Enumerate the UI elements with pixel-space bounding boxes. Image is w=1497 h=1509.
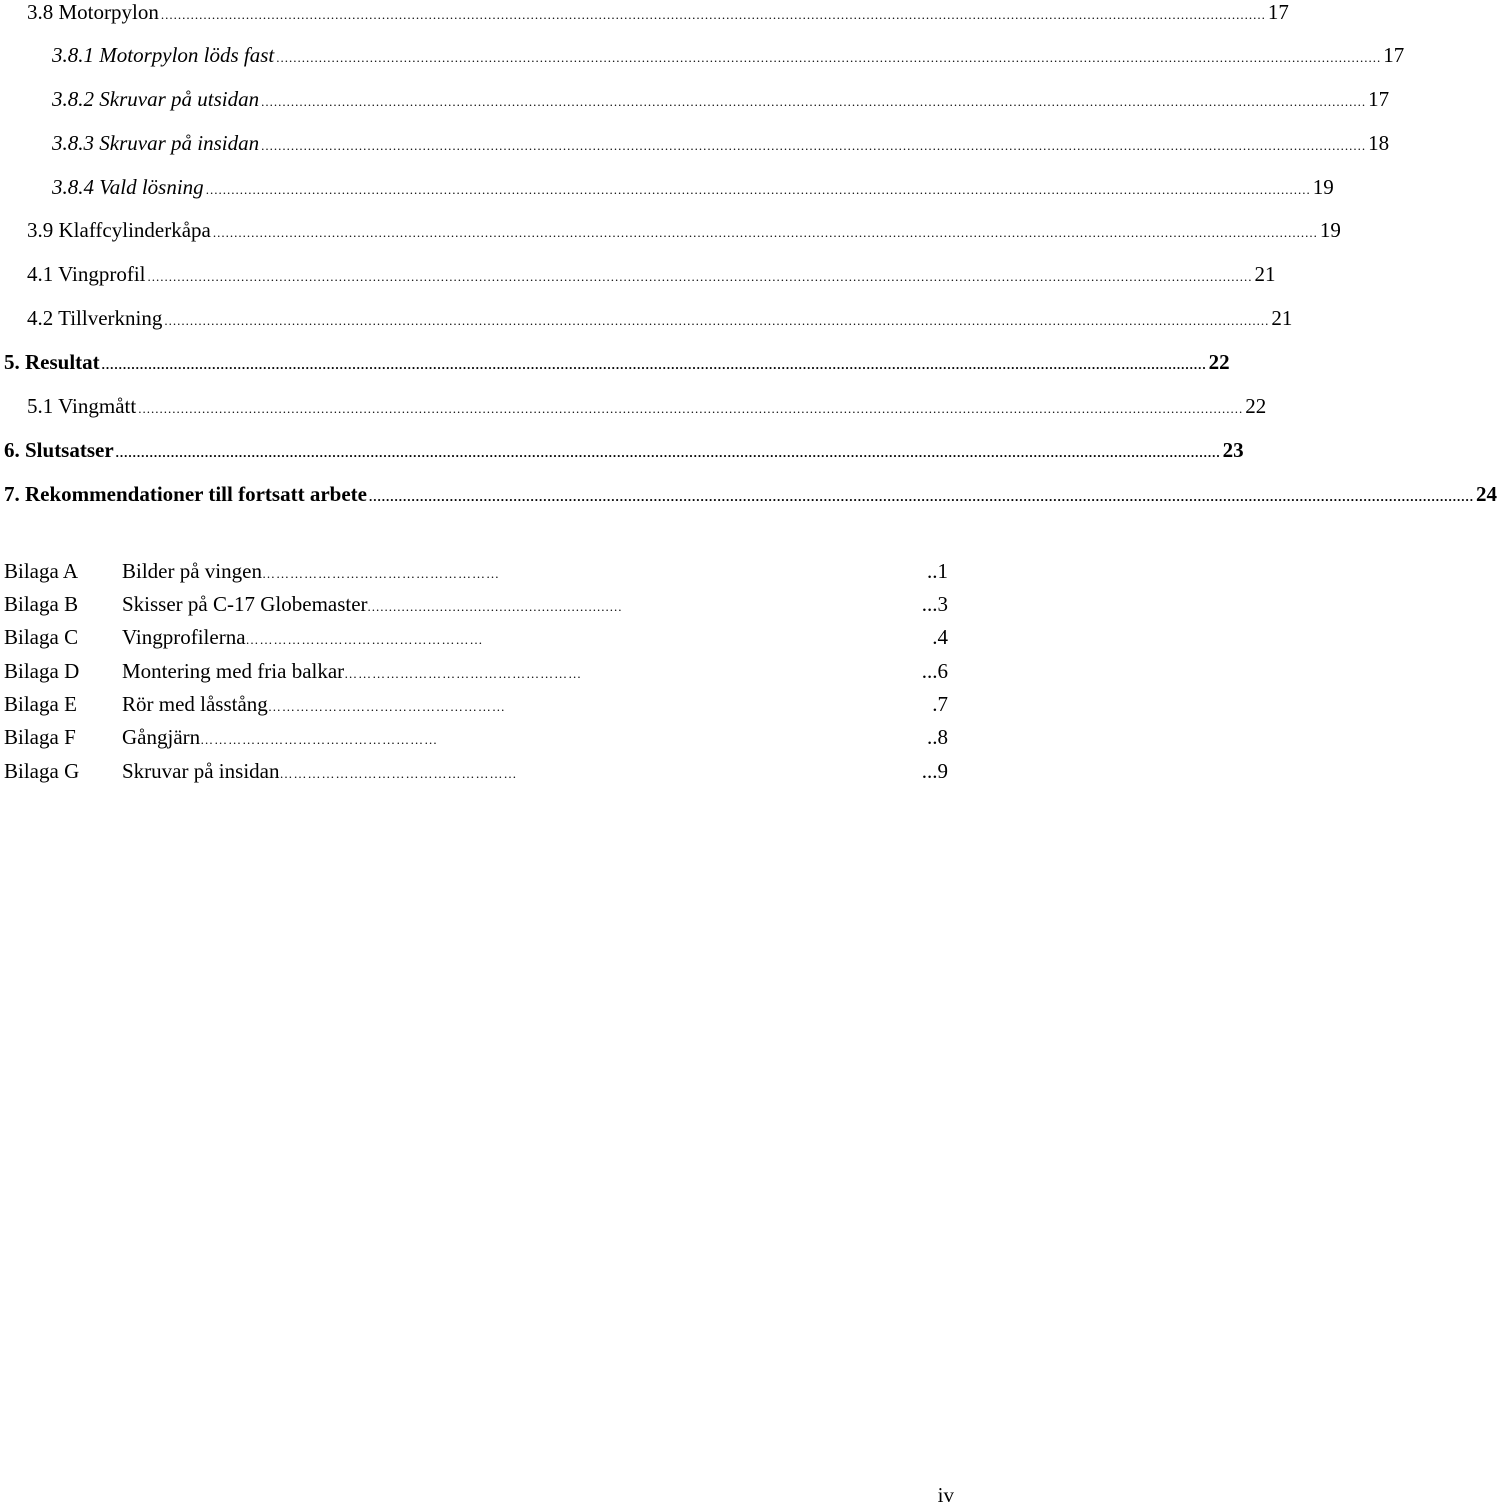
toc-entry-title: 4.2 Tillverkning [27,303,164,333]
toc-entry-title: 3.8.2 Skruvar på utsidan [52,84,261,114]
appendix-title: Skruvar på insidan [122,759,280,783]
appendix-leader: …………………………………………… [200,732,439,747]
toc-entry[interactable] [27,0,1289,27]
appendix-page: ...9 [921,759,948,783]
toc-entry-title: 3.9 Klaffcylinderkåpa [27,215,213,245]
appendix-label: Bilaga E [4,692,77,716]
toc-leader-dots: .................................................................................................................................................................................................................................................................... [101,357,1207,372]
toc-entry-page: 19 [1311,172,1334,202]
appendix-page: .7 [932,692,948,716]
appendix-page: ..8 [927,725,948,749]
appendix-row[interactable] [4,656,948,686]
toc-entry-title: 6. Slutsatser [4,435,116,465]
toc-entry-title: 3.8 Motorpylon [27,0,161,27]
toc-entry-title: 3.8.4 Vald lösning [52,172,206,202]
toc-entry-title: 5. Resultat [4,347,102,377]
toc-entry-page: 17 [1266,0,1289,27]
toc-entry[interactable] [52,172,1334,202]
toc-entry-title: 4.1 Vingprofil [27,259,148,289]
appendix-row[interactable] [4,589,948,619]
toc-entry-page: 18 [1366,128,1389,158]
toc-entry[interactable] [4,347,1230,377]
toc-entry[interactable] [27,303,1293,333]
toc-leader-dots: .................................................................................................................................................................................................................................................................... [160,7,1266,22]
toc-entry-page: 19 [1318,215,1341,245]
appendix-label: Bilaga C [4,625,79,649]
toc-leader-dots: .................................................................................................................................................................................................................................................................... [115,445,1221,460]
appendix-leader: …………………………………………… [245,632,484,647]
toc-entry-title: 7. Rekommendationer till fortsatt arbete [4,479,369,509]
appendix-page: ...6 [921,659,948,683]
toc-entry-title: 3.8.1 Motorpylon löds fast [52,40,276,70]
toc-entry[interactable] [27,215,1341,245]
appendix-title: Rör med låsstång [122,692,268,716]
toc-entry-title: 3.8.3 Skruvar på insidan [52,128,261,158]
appendix-label: Bilaga F [4,725,76,749]
toc-leader-dots: .................................................................................................................................................................................................................................................................... [276,50,1382,65]
appendix-page: ..1 [927,559,948,583]
toc-entry-page: 17 [1366,84,1389,114]
appendix-title: Vingprofilerna [122,625,246,649]
toc-leader-dots: .................................................................................................................................................................................................................................................................... [261,94,1367,109]
toc-entry[interactable] [4,479,1497,509]
appendix-leader: …………………………………………… [279,766,518,781]
appendix-leader: …………………………………………… [261,566,500,581]
appendix-page: ...3 [921,592,948,616]
toc-leader-dots: .................................................................................................................................................................................................................................................................... [368,489,1474,504]
toc-leader-dots: .................................................................................................................................................................................................................................................................... [261,138,1367,153]
toc-entry-page: 21 [1269,303,1292,333]
appendix-label: Bilaga D [4,659,80,683]
appendix-leader: ............................................................ [367,599,623,614]
appendix-title: Gångjärn [122,725,201,749]
toc-entry-page: 17 [1381,40,1404,70]
appendix-label: Bilaga G [4,759,80,783]
toc-leader-dots: .................................................................................................................................................................................................................................................................... [205,182,1311,197]
toc-leader-dots: .................................................................................................................................................................................................................................................................... [164,313,1270,328]
toc-entry-page: 21 [1253,259,1276,289]
appendix-title: Montering med fria balkar [122,659,345,683]
appendix-row[interactable] [4,722,948,752]
appendix-row[interactable] [4,689,948,719]
toc-entry-page: 24 [1474,479,1497,509]
toc-entry[interactable] [4,435,1244,465]
toc-entry[interactable] [52,84,1390,114]
appendix-row[interactable] [4,622,948,652]
appendix-label: Bilaga A [4,559,79,583]
toc-entry[interactable] [52,40,1405,70]
toc-entry-page: 23 [1221,435,1244,465]
toc-entry-page: 22 [1243,391,1266,421]
toc-entry-title: 5.1 Vingmått [27,391,138,421]
toc-entry[interactable] [27,391,1267,421]
page-number: iv [937,1483,954,1507]
toc-leader-dots: .................................................................................................................................................................................................................................................................... [147,269,1253,284]
appendix-label: Bilaga B [4,592,79,616]
appendix-row[interactable] [4,556,948,586]
appendix-row[interactable] [4,756,948,786]
appendix-title: Skisser på C-17 Globemaster [122,592,368,616]
appendix-title: Bilder på vingen [122,559,262,583]
toc-leader-dots: .................................................................................................................................................................................................................................................................... [138,401,1244,416]
toc-entry[interactable] [27,259,1276,289]
toc-entry[interactable] [52,128,1390,158]
toc-leader-dots: .................................................................................................................................................................................................................................................................... [212,225,1318,240]
appendix-page: .4 [932,625,948,649]
appendix-leader: …………………………………………… [344,666,583,681]
toc-entry-page: 22 [1207,347,1230,377]
appendix-leader: …………………………………………… [267,699,506,714]
